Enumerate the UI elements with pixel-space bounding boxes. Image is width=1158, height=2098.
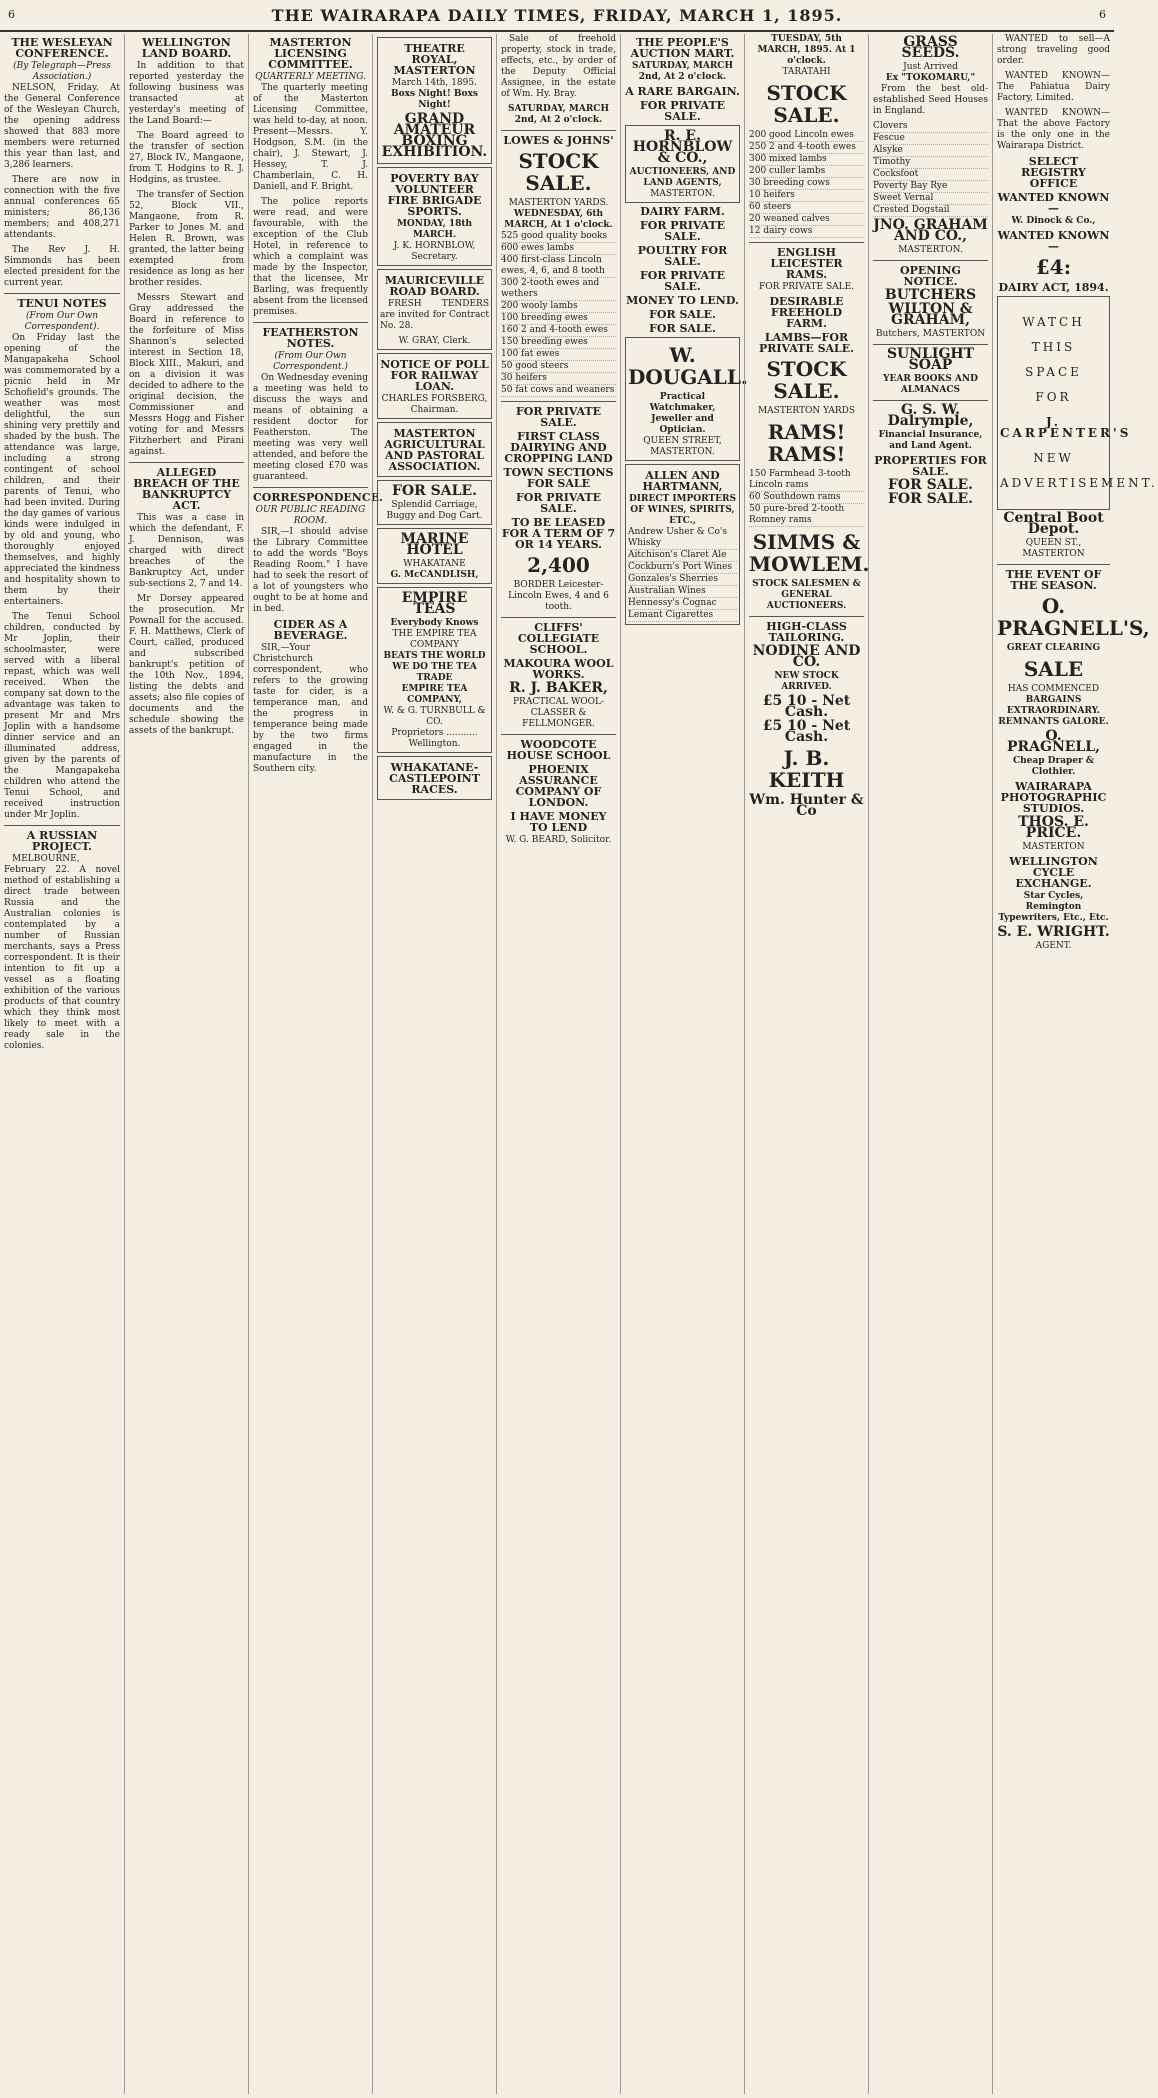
- headline-licensing: MASTERTON LICENSING COMMITTEE.: [268, 36, 353, 71]
- column-6: [620, 34, 748, 2094]
- list-item: 30 breeding cows: [749, 178, 864, 190]
- ad-sub: MASTERTON YARDS: [757, 406, 856, 416]
- ad-heading: NOTICE OF POLL FOR RAILWAY LOAN.: [380, 358, 489, 393]
- ad-heading: PHOENIX ASSURANCE COMPANY OF LONDON.: [515, 763, 602, 809]
- ad-name: J. B. KEITH: [768, 746, 845, 792]
- list-item: 200 culler lambs: [749, 166, 864, 178]
- ad-body: WANTED KNOWN—The Pahiatua Dairy Factory, Limited.: [997, 71, 1110, 103]
- ad-heading: WAIRARAPA PHOTOGRAPHIC STUDIOS.: [1000, 780, 1107, 815]
- list-item: Sweet Vernal: [873, 193, 988, 205]
- list-item: 60 steers: [749, 202, 864, 214]
- ad-line: Boxs Night! Boxs Night!: [391, 89, 478, 110]
- list-item: Cockburn's Port Wines: [628, 562, 737, 574]
- subhead-quarterly: QUARTERLY MEETING.: [255, 72, 366, 82]
- ad-sub: STOCK SALESMEN & GENERAL AUCTIONEERS.: [752, 579, 861, 611]
- space-word: THIS: [1031, 340, 1076, 354]
- ad-heading: WELLINGTON CYCLE EXCHANGE.: [1009, 855, 1098, 890]
- wine-list: [628, 527, 737, 622]
- ad-signature: J. K. HORNBLOW, Secretary.: [393, 241, 476, 262]
- list-item: Poverty Bay Rye: [873, 181, 988, 193]
- ad-sub: BUTCHERS: [884, 287, 977, 303]
- list-item: Gonzales's Sherries: [628, 574, 737, 586]
- article-paragraph: The police reports were read, and were favourable, with the exception of the Club Hotel, in reference to which a complaint was made by the Inspector, that the licensee, Mr Barling, was frequently absent from the licensed premises.: [253, 197, 368, 317]
- list-item: 200 wooly lambs: [501, 301, 616, 313]
- ad-name: S. E. WRIGHT.: [997, 924, 1110, 940]
- list-item: 100 breeding ewes: [501, 313, 616, 325]
- ad-marine-hotel: [377, 528, 492, 584]
- article-paragraph: The quarterly meeting of the Masterton Licensing Committee, was held to-day, at noon. Present—Messrs. Y. Hodgson, S.M. (in the chair), J. Stewart, J. Hessey, T. J. Chamberlain, C. H. Daniell, and F. Bright.: [253, 83, 368, 192]
- ad-line: WE DO THE TEA TRADE: [392, 662, 477, 683]
- list-item: 300 2-tooth ewes and wethers: [501, 278, 616, 301]
- ad-agricultural: [377, 422, 492, 477]
- ad-heading: THEATRE ROYAL, MASTERTON: [393, 42, 476, 77]
- subhead-reading-room: OUR PUBLIC READING ROOM.: [255, 505, 366, 526]
- ad-heading: HIGH-CLASS TAILORING.: [766, 620, 847, 644]
- ad-heading: FOR PRIVATE SALE.: [639, 99, 726, 123]
- article-paragraph: The Board agreed to the transfer of section 27, Block IV., Mangaone, from T. Hodgins to R. J. Hodgins, as trustee.: [129, 131, 244, 185]
- ad-name: R. J. BAKER,: [509, 680, 608, 696]
- list-item: 12 dairy cows: [749, 226, 864, 238]
- ad-name: SIMMS & MOWLEM.: [749, 530, 870, 576]
- column-7: [744, 34, 868, 2094]
- ad-for-sale: [377, 480, 492, 525]
- ad-heading: ALLEN AND HARTMANN,: [642, 469, 723, 493]
- ad-heading: POULTRY FOR SALE.: [637, 244, 728, 268]
- ad-hornblow: [625, 125, 740, 203]
- ad-body: Sale of freehold property, stock in trade, effects, etc., by order of the Deputy Official Assignee, in the estate of Wm. Hy. Bray.: [501, 34, 616, 99]
- ad-heading: A RARE BARGAIN.: [625, 85, 740, 98]
- list-item: Australian Wines: [628, 586, 737, 598]
- ad-big-text: GRAND AMATEUR BOXING EXHIBITION.: [381, 111, 488, 160]
- ad-heading: SUNLIGHT SOAP: [886, 346, 975, 373]
- ad-heading: FIRST CLASS DAIRYING AND CROPPING LAND: [504, 430, 613, 465]
- ad-name: G. McCANDLISH,: [390, 570, 479, 580]
- ad-body: WANTED KNOWN—That the above Factory is the only one in the Wairarapa District.: [997, 108, 1110, 151]
- ad-name: W. Dinock & Co.,: [1011, 216, 1096, 226]
- article-paragraph: The transfer of Section 52, Block VII., Mangaone, from R. Parker to Jones M. and Helen R. Brown, was granted, the latter being exempted from residence as long as her brother resides.: [129, 190, 244, 288]
- list-item: 10 heifers: [749, 190, 864, 202]
- ad-line: BEATS THE WORLD: [383, 651, 486, 661]
- article-paragraph: Messrs Stewart and Gray addressed the Board in reference to the forfeiture of Miss Shannon's selected interest in Section 18, Block XIII., Makuri, and on a division it was decided to adhere to the original decision, the Commissioner and Messrs Hogg and Fisher voting for and Messrs Fitzherbert and Pirani against.: [129, 293, 244, 457]
- headline-tenui: TENUI NOTES: [17, 297, 107, 310]
- list-item: Clovers: [873, 121, 988, 133]
- ad-sub: WHAKATANE: [403, 559, 466, 569]
- ad-name: THOS. E. PRICE.: [1018, 814, 1089, 841]
- ad-heading: FOR SALE.: [649, 322, 716, 335]
- letter-paragraph: SIR,—Your Christchurch correspondent, who refers to the growing taste for cider, is a temperance man, and the progress in temperance being made by the two firms engaged in the manufacture in the Southern city.: [253, 643, 368, 774]
- ad-heading: THE EVENT OF THE SEASON.: [1005, 568, 1102, 592]
- ad-date: WEDNESDAY, 6th MARCH, At 1 o'clock.: [504, 209, 613, 230]
- masthead: [0, 0, 1114, 32]
- ad-heading: LOWES & JOHNS': [503, 134, 614, 147]
- ad-big-text: £4:: [1035, 255, 1072, 279]
- ad-signature: W. GRAY, Clerk.: [398, 336, 471, 346]
- ad-theatre-royal: [377, 37, 492, 164]
- headline-bankruptcy: ALLEGED BREACH OF THE BANKRUPTCY ACT.: [133, 466, 240, 512]
- ad-body: From the best old-established Seed Houses in England.: [873, 84, 988, 116]
- space-word: ADVERTISEMENT.: [1000, 476, 1158, 490]
- ad-body: BORDER Leicester-Lincoln Ewes, 4 and 6 tooth.: [508, 580, 609, 612]
- divider: [749, 242, 864, 243]
- ad-heading: THE PEOPLE'S AUCTION MART.: [630, 36, 735, 60]
- list-item: Alsyke: [873, 145, 988, 157]
- space-word: NEW: [1033, 451, 1074, 465]
- ad-empire-teas: [377, 587, 492, 753]
- headline-featherston: FEATHERSTON NOTES.: [262, 326, 359, 350]
- ad-heading: WOODCOTE HOUSE SCHOOL: [506, 738, 611, 762]
- headline-correspondence: CORRESPONDENCE.: [253, 491, 383, 504]
- ad-heading: DAIRY FARM.: [640, 205, 725, 218]
- ad-fire-brigade: [377, 167, 492, 266]
- ad-sub: NEW STOCK ARRIVED.: [774, 671, 839, 692]
- list-item: Fescue: [873, 133, 988, 145]
- ad-name: JNO. GRAHAM AND CO.,: [873, 217, 988, 244]
- ad-city: MASTERTON.: [650, 189, 715, 199]
- byline-telegraph: (By Telegraph—Press Association.): [13, 61, 111, 82]
- page-number-right: 6: [1099, 8, 1106, 21]
- divider: [253, 322, 368, 323]
- price-text: £5 10 - Net Cash.: [762, 718, 851, 745]
- ad-city: MASTERTON.: [898, 245, 963, 255]
- article-paragraph: The Tenui School children, conducted by Mr Joplin, their schoolmaster, were served with a liberal repast, which was well received. When the company sat down to the advantage was taken to present Mr and Mrs Joplin with a handsome dinner service and an illuminated address, given by the parents of the Mangapakeha children who attend the Tenui School, and received instruction under Mr Joplin.: [4, 612, 120, 820]
- ad-heading: EMPIRE TEAS: [401, 590, 468, 617]
- ad-name: WILTON & GRAHAM,: [888, 301, 973, 328]
- ad-name: W. DOUGALL.: [628, 343, 748, 389]
- ad-body: WANTED to sell—A strong traveling good order.: [997, 34, 1110, 66]
- ad-name: G. S. W. Dalrymple,: [887, 402, 974, 429]
- ad-name: O. PRAGNELL,: [1006, 728, 1100, 755]
- ad-heading: MAURICEVILLE ROAD BOARD.: [384, 274, 485, 298]
- ad-line: REMNANTS GALORE.: [998, 717, 1109, 727]
- stock-list: [749, 130, 864, 238]
- ad-heading: FOR PRIVATE SALE.: [515, 405, 602, 429]
- ad-line: Everybody Knows: [390, 618, 479, 628]
- headline-russian: A RUSSIAN PROJECT.: [26, 829, 98, 853]
- ad-date: March 14th, 1895.: [392, 78, 477, 88]
- list-item: Crested Dogstail: [873, 205, 988, 217]
- ad-line: Just Arrived: [903, 62, 958, 72]
- ad-line: Proprietors ........... Wellington.: [391, 728, 478, 749]
- ad-line: EMPIRE TEA COMPANY,: [401, 684, 468, 705]
- ad-place: TARATAHI: [782, 67, 831, 77]
- list-item: Cocksfoot: [873, 169, 988, 181]
- ad-line: THE EMPIRE TEA COMPANY: [392, 629, 477, 650]
- ad-sub: AGENT.: [1035, 941, 1072, 951]
- column-4: [372, 34, 496, 2094]
- list-item: 300 mixed lambs: [749, 154, 864, 166]
- ad-sub: DIRECT IMPORTERS OF WINES, SPIRITS, ETC.,: [629, 494, 736, 526]
- ad-sub: Butchers, MASTERTON: [875, 329, 986, 339]
- divider: [4, 825, 120, 826]
- divider: [501, 734, 616, 735]
- ad-line: W. & G. TURNBULL & CO.: [383, 706, 486, 727]
- ad-heading: GRASS SEEDS.: [901, 34, 960, 61]
- ad-big-text: RAMS! RAMS!: [767, 420, 846, 466]
- ad-dougall: [625, 337, 748, 461]
- ad-date: MONDAY, 18th MARCH.: [396, 219, 473, 240]
- ad-sub: MASTERTON YARDS.: [508, 198, 609, 208]
- byline-correspondent: (From Our Own Correspondent.): [273, 351, 348, 372]
- article-paragraph: There are now in connection with the five annual conferences 65 ministers; 86,136 members; and 408,271 attendants.: [4, 175, 120, 240]
- divider: [501, 130, 616, 131]
- ad-heading: LAMBS—FOR PRIVATE SALE.: [759, 331, 854, 355]
- ad-railway-loan: [377, 353, 492, 419]
- column-1: [0, 34, 124, 2094]
- ad-watch-this-space: [997, 296, 1158, 510]
- list-item: 50 pure-bred 2-tooth Romney rams: [749, 504, 864, 527]
- list-item: 525 good quality books: [501, 231, 616, 243]
- list-item: Timothy: [873, 157, 988, 169]
- ad-date: SATURDAY, MARCH 2nd, At 2 o'clock.: [508, 104, 609, 125]
- ad-name: Wm. Hunter & Co: [749, 792, 864, 819]
- column-9: [992, 34, 1158, 2094]
- space-word: SPACE: [1025, 365, 1082, 379]
- list-item: 50 good steers: [501, 361, 616, 373]
- ad-heading: I HAVE MONEY TO LEND: [510, 810, 607, 834]
- list-item: Lemant Cigarettes: [628, 610, 737, 622]
- ad-name: R. E. HORNBLOW & CO.,: [632, 128, 733, 166]
- divider: [129, 462, 244, 463]
- divider: [501, 617, 616, 618]
- ad-signature: W. G. BEARD, Solicitor.: [505, 835, 612, 845]
- headline-wesleyan: THE WESLEYAN CONFERENCE.: [11, 36, 113, 60]
- list-item: 20 weaned calves: [749, 214, 864, 226]
- list-item: 200 good Lincoln ewes: [749, 130, 864, 142]
- ad-sub: FOR PRIVATE SALE.: [758, 282, 855, 292]
- ad-line: HAS COMMENCED: [1007, 684, 1100, 694]
- ad-heading: MAKOURA WOOL WORKS.: [503, 657, 614, 681]
- ad-signature: CHARLES FORSBERG, Chairman.: [381, 394, 488, 415]
- list-item: 250 2 and 4-tooth ewes: [749, 142, 864, 154]
- list-item: Aitchison's Claret Ale: [628, 550, 737, 562]
- ad-mauriceville: [377, 269, 492, 350]
- ad-sub: YEAR BOOKS AND ALMANACS: [883, 374, 978, 395]
- ad-big-text: SALE: [1023, 657, 1084, 681]
- divider: [501, 401, 616, 402]
- ad-heading: FOR SALE.: [887, 477, 973, 493]
- ad-heading: MONEY TO LEND.: [626, 294, 739, 307]
- list-item: 60 Southdown rams: [749, 492, 864, 504]
- ad-big-text: Star Cycles, Remington Typewriters, Etc., Etc.: [998, 891, 1109, 923]
- article-paragraph: NELSON, Friday. At the General Conference of the Wesleyan Church, the opening address showed that 883 more members were returned this year than last, and 3,286 learners.: [4, 83, 120, 170]
- byline-correspondent: (From Our Own Correspondent).: [24, 311, 100, 332]
- ad-body: FRESH TENDERS are invited for Contract No. 28.: [380, 299, 489, 331]
- ad-heading: MARINE HOTEL: [400, 531, 469, 558]
- list-item: 100 fat ewes: [501, 349, 616, 361]
- space-word: WATCH: [1022, 315, 1085, 329]
- column-2: [124, 34, 248, 2094]
- page-number-left: 6: [8, 8, 15, 21]
- newspaper-title: THE WAIRARAPA DAILY TIMES, FRIDAY, MARCH 1, 1895.: [271, 6, 843, 25]
- ad-big-text: STOCK SALE.: [518, 149, 599, 195]
- letter-paragraph: SIR,—I should advise the Library Committee to add the words "Boys Reading Room." I have had to seek the resort of a lot of youngsters who ought to be at home and in bed.: [253, 527, 368, 614]
- ad-line: Ex "TOKOMARU,": [885, 73, 976, 83]
- ad-big-text: STOCK SALE.: [766, 357, 847, 403]
- ad-heading: FOR PRIVATE SALE.: [515, 491, 602, 515]
- ad-date: TUESDAY, 5th MARCH, 1895. At 1 o'clock.: [757, 34, 856, 66]
- list-item: Andrew Usher & Co's Whisky: [628, 527, 737, 550]
- ad-heading: FOR SALE.: [391, 483, 477, 499]
- ad-heading: SELECT REGISTRY OFFICE: [1021, 155, 1086, 190]
- ad-allen-hartmann: [625, 464, 740, 625]
- ad-heading: WANTED KNOWN—: [997, 191, 1110, 215]
- list-item: 150 breeding ewes: [501, 337, 616, 349]
- ad-name: O. PRAGNELL'S,: [997, 594, 1150, 640]
- headline-cider: CIDER AS A BEVERAGE.: [273, 618, 348, 642]
- column-3: [248, 34, 383, 2094]
- ad-heading: OPENING NOTICE.: [900, 264, 961, 288]
- article-paragraph: On Friday last the opening of the Mangapakeha School was commemorated by a picnic held in Mr Schofield's grounds. The weather was most delightful, the sun shining very prettily and shaded by the bush. The attendance was large, including a strong contingent of school children, and their parents of Tenui, who had been invited. During the day games of various kinds were indulged in by old and young, who thoroughly enjoyed themselves, and highly appreciated the kindness and hospitality shown to them by their entertainers.: [4, 333, 120, 607]
- ad-sub: Cheap Draper & Clothier.: [1012, 756, 1095, 777]
- ad-heading: DAIRY ACT, 1894.: [998, 281, 1109, 294]
- article-paragraph: The Rev J. H. Simmonds has been elected president for the current year.: [4, 245, 120, 288]
- ad-sub: QUEEN ST., MASTERTON: [1022, 538, 1085, 559]
- divider: [873, 344, 988, 345]
- column-8: [868, 34, 992, 2094]
- divider: [749, 616, 864, 617]
- ad-heading: CLIFFS' COLLEGIATE SCHOOL.: [517, 621, 600, 656]
- list-item: 150 Farmhead 3-tooth Lincoln rams: [749, 469, 864, 492]
- ad-sub: PRACTICAL WOOL-CLASSER & FELLMONGER.: [512, 697, 605, 729]
- space-word: J. CARPENTER'S: [1000, 415, 1132, 440]
- ad-races: [377, 756, 492, 800]
- divider: [253, 487, 368, 488]
- list-item: 600 ewes lambs: [501, 243, 616, 255]
- seed-list: [873, 121, 988, 217]
- stock-list: [501, 231, 616, 397]
- ad-heading: DESIRABLE FREEHOLD FARM.: [769, 295, 844, 330]
- ad-heading: TOWN SECTIONS FOR SALE: [503, 466, 614, 490]
- list-item: 30 heifers: [501, 373, 616, 385]
- list-item: 160 2 and 4-tooth ewes: [501, 325, 616, 337]
- ad-name: NODINE AND CO.: [752, 643, 861, 670]
- ad-heading: FOR PRIVATE SALE.: [639, 269, 726, 293]
- article-paragraph: In addition to that reported yesterday the following business was transacted at yesterday's meeting of the Land Board:—: [129, 61, 244, 126]
- column-5: [496, 34, 620, 2094]
- ad-heading: Central Boot Depot.: [1003, 510, 1104, 537]
- ad-big-text: STOCK SALE.: [766, 81, 847, 127]
- ad-date: SATURDAY, MARCH 2nd, At 2 o'clock.: [632, 61, 733, 82]
- list-item: Hennessy's Cognac: [628, 598, 737, 610]
- rams-list: [749, 469, 864, 527]
- ad-heading: FOR SALE.: [887, 491, 973, 507]
- article-paragraph: This was a case in which the defendant, F. J. Dennison, was charged with direct breaches of the Bankruptcy Act, under sub-sections 2, 7 and 14.: [129, 513, 244, 589]
- ad-heading: ENGLISH LEICESTER RAMS.: [770, 246, 843, 281]
- article-paragraph: Mr Dorsey appeared the prosecution. Mr Pownall for the accused. F. H. Matthews, Clerk of Court, called, produced and subscribed bankrupt's petition of the 10th Nov., 1894, listing the debts and assets; also file copies of documents and the schedule showing the assets of the bankrupt.: [129, 594, 244, 736]
- ad-sub: AUCTIONEERS, AND LAND AGENTS,: [629, 167, 736, 188]
- list-item: 50 fat cows and weaners: [501, 385, 615, 395]
- ad-heading: FOR PRIVATE SALE.: [639, 219, 726, 243]
- ad-heading: MASTERTON AGRICULTURAL AND PASTORAL ASSOCIATION.: [384, 427, 485, 473]
- ad-heading: POVERTY BAY VOLUNTEER FIRE BRIGADE SPORTS.: [387, 172, 482, 218]
- ad-sub: Financial Insurance, and Land Agent.: [878, 430, 983, 451]
- ad-sub: GREAT CLEARING: [1006, 643, 1101, 653]
- list-item: 400 first-class Lincoln ewes, 4, 6, and 8 tooth: [501, 255, 616, 278]
- ad-sub: Practical Watchmaker, Jeweller and Optician.: [649, 392, 716, 435]
- ad-big-text: 2,400: [527, 553, 590, 577]
- ad-heading: PROPERTIES FOR SALE.: [874, 454, 987, 478]
- space-word: FOR: [1035, 390, 1072, 404]
- divider: [997, 564, 1110, 565]
- divider: [873, 400, 988, 401]
- ad-heading: FOR SALE.: [649, 308, 716, 321]
- divider: [4, 293, 120, 294]
- ad-heading: WHAKATANE-CASTLEPOINT RACES.: [389, 761, 480, 796]
- article-paragraph: On Wednesday evening a meeting was held to discuss the ways and means of obtaining a resident doctor for Featherston. The meeting was very well attended, and before the meeting closed £70 was guaranteed.: [253, 373, 368, 482]
- ad-line: BARGAINS EXTRAORDINARY.: [1006, 695, 1101, 716]
- price-text: £5 10 - Net Cash.: [762, 693, 851, 720]
- ad-address: QUEEN STREET, MASTERTON.: [643, 436, 722, 457]
- ad-heading: WANTED KNOWN—: [997, 229, 1110, 253]
- divider: [873, 260, 988, 261]
- article-paragraph: MELBOURNE, February 22. A novel method of establishing a direct trade between Russia and the Australian colonies is contemplated by a number of Russian merchants, says a Press correspondent. It is their intention to fit up a vessel as a floating exhibition of the various products of that country which they think most likely to meet with a ready sale in the colonies.: [4, 854, 120, 1051]
- ad-sub: MASTERTON: [1022, 842, 1085, 852]
- ad-body: Splendid Carriage, Buggy and Dog Cart.: [386, 500, 483, 521]
- ad-heading: TO BE LEASED FOR A TERM OF 7 OR 14 YEARS.: [501, 516, 616, 551]
- headline-land-board: WELLINGTON LAND BOARD.: [141, 36, 232, 60]
